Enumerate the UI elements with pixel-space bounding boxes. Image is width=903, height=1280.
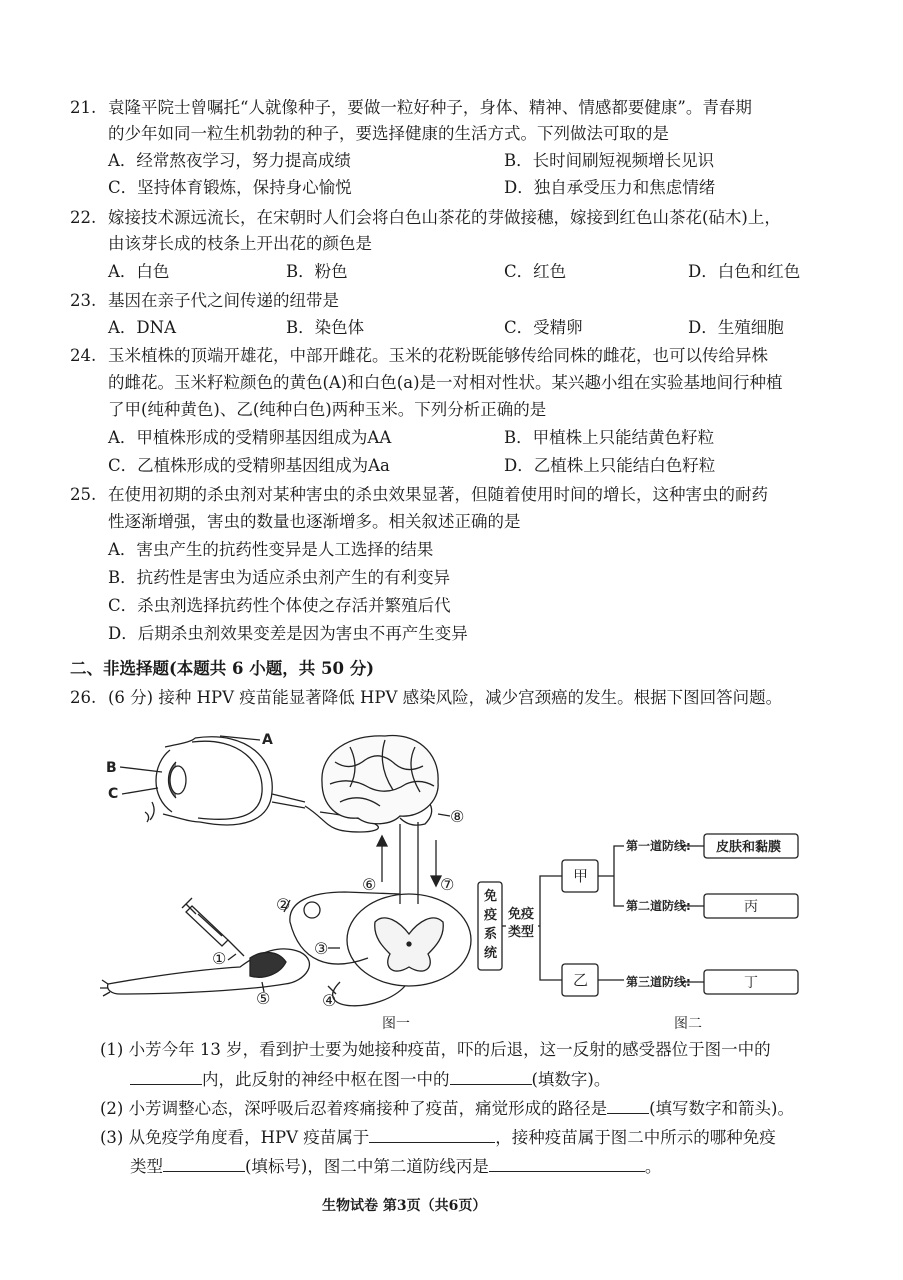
q21-stem-text1: 袁隆平院士曾嘱托“人就像种子，要做一粒好种子，身体、精神、情感都要健康”。青春期 <box>108 98 752 117</box>
fig1-label-c: C <box>108 786 119 802</box>
second-defense-label: 第二道防线: <box>626 899 691 913</box>
q25-stem-text1: 在使用初期的杀虫剂对某种害虫的杀虫效果显著，但随着使用时间的增长，这种害虫的耐药 <box>108 485 768 504</box>
q23-number: 23. <box>70 291 97 310</box>
q23-option-b: B．染色体 <box>286 318 365 337</box>
q26-part3-text3: 类型 <box>130 1157 163 1176</box>
q25-option-c: C．杀虫剂选择抗药性个体使之存活并繁殖后代 <box>108 596 451 615</box>
q26-part1-end: (填数字)。 <box>531 1070 611 1089</box>
system-char-4: 统 <box>484 946 498 961</box>
q21-number: 21. <box>70 98 97 117</box>
fig1-caption: 图一 <box>382 1016 410 1032</box>
q25-option-d: D．后期杀虫剂效果变差是因为害虫不再产生变异 <box>108 624 468 643</box>
fig1-marker-8: ⑧ <box>450 807 465 826</box>
answer-blank-2[interactable] <box>450 1066 532 1085</box>
q25-stem-line2: 性逐渐增强，害虫的数量也逐渐增多。相关叙述正确的是 <box>108 512 521 531</box>
q22-option-a: A．白色 <box>108 262 170 281</box>
q21-stem-line2: 的少年如同一粒生机勃勃的种子，要选择健康的生活方式。下列做法可取的是 <box>108 124 669 143</box>
answer-blank-4[interactable] <box>369 1124 495 1143</box>
q26-part2-text: (2) 小芳调整心态，深呼吸后忍着疼痛接种了疫苗，痛觉形成的路径是 <box>100 1099 608 1118</box>
brain-drawing <box>322 735 438 825</box>
fig1-marker-5: ⑤ <box>256 989 271 1008</box>
answer-blank-3[interactable] <box>607 1095 649 1114</box>
q26-part3-line2 <box>130 1153 661 1179</box>
q24-option-c: C．乙植株形成的受精卵基因组成为Aa <box>108 456 390 475</box>
fig1-marker-2: ② <box>276 895 291 914</box>
q22-option-c: C．红色 <box>504 262 567 281</box>
figure-two-diagram <box>476 830 816 1036</box>
q24-option-a: A．甲植株形成的受精卵基因组成为AA <box>108 428 392 447</box>
label-jia: 甲 <box>573 867 589 885</box>
q24-option-d: D．乙植株上只能结白色籽粒 <box>504 456 716 475</box>
q26-part1-line2 <box>130 1066 610 1092</box>
system-char-3: 系 <box>484 927 498 942</box>
q25-stem-line1 <box>70 483 768 507</box>
figure-one-diagram <box>100 722 475 1034</box>
q24-number: 24. <box>70 346 97 365</box>
third-defense-value: 丁 <box>744 975 758 991</box>
q26-part1-mid: 内，此反射的神经中枢在图一中的 <box>202 1070 450 1089</box>
spinal-cord-section <box>347 894 471 986</box>
fig1-label-a: A <box>262 732 273 748</box>
section-two-heading: 二、非选择题(本题共 6 小题，共 50 分) <box>70 659 375 678</box>
q21-option-d: D．独自承受压力和焦虑情绪 <box>504 178 716 197</box>
third-defense-label: 第三道防线: <box>626 975 691 989</box>
fig1-marker-7: ⑦ <box>440 875 455 894</box>
q23-stem-text1: 基因在亲子代之间传递的纽带是 <box>108 291 339 310</box>
q25-number: 25. <box>70 485 97 504</box>
q26-stem-line <box>70 686 782 710</box>
page-footer: 生物试卷 第3页（共6页） <box>322 1198 487 1214</box>
fig1-label-b: B <box>106 760 117 776</box>
q25-option-a: A．害虫产生的抗药性变异是人工选择的结果 <box>108 540 434 559</box>
q22-stem-text1: 嫁接技术源远流长，在宋朝时人们会将白色山茶花的芽做接穗，嫁接到红色山茶花(砧木)上， <box>108 208 781 227</box>
first-defense-value: 皮肤和黏膜 <box>716 840 782 855</box>
q25-option-b: B．抗药性是害虫为适应杀虫剂产生的有利变异 <box>108 568 451 587</box>
fig1-marker-3: ③ <box>314 939 329 958</box>
q26-part3-text1: (3) 从免疫学角度看，HPV 疫苗属于 <box>100 1128 370 1147</box>
answer-blank-6[interactable] <box>489 1153 645 1172</box>
q26-part3-text2: ，接种疫苗属于图二中所示的哪种免疫 <box>495 1128 776 1147</box>
q22-option-b: B．粉色 <box>286 262 348 281</box>
answer-blank-1[interactable] <box>130 1066 202 1085</box>
q26-number: 26. <box>70 688 97 707</box>
fig2-caption: 图二 <box>674 1016 702 1032</box>
q24-stem-text1: 玉米植株的顶端开雄花，中部开雌花。玉米的花粉既能够传给同株的雌花，也可以传给异株 <box>108 346 768 365</box>
q26-part2-end: (填写数字和箭头)。 <box>649 1099 794 1118</box>
arm-drawing <box>100 949 309 996</box>
q22-option-d: D．白色和红色 <box>688 262 801 281</box>
q26-part3-text4: (填标号)，图二中第二道防线丙是 <box>245 1157 489 1176</box>
q21-option-c: C．坚持体育锻炼，保持身心愉悦 <box>108 178 352 197</box>
q22-stem-line2: 由该芽长成的枝条上开出花的颜色是 <box>108 234 372 253</box>
immune-type-line2: 类型 <box>508 925 535 940</box>
q23-option-a: A．DNA <box>108 318 176 337</box>
first-defense-label: 第一道防线: <box>626 839 691 853</box>
q26-part3-line1 <box>100 1124 776 1150</box>
label-yi: 乙 <box>573 971 589 989</box>
q22-stem-line1 <box>70 206 781 230</box>
q21-stem-line1 <box>70 96 752 120</box>
q24-option-b: B．甲植株上只能结黄色籽粒 <box>504 428 715 447</box>
q26-stem-text: (6 分) 接种 HPV 疫苗能显著降低 HPV 感染风险，减少宫颈癌的发生。根据下图回答问题。 <box>108 688 783 707</box>
q23-stem-line1 <box>70 289 339 313</box>
q26-part1-line1: (1) 小芳今年 13 岁，看到护士要为她接种疫苗，吓的后退，这一反射的感受器位于图一中的 <box>100 1040 771 1059</box>
system-char-2: 疫 <box>484 908 498 923</box>
q21-option-a: A．经常熬夜学习，努力提高成绩 <box>108 151 351 170</box>
q23-option-c: C．受精卵 <box>504 318 583 337</box>
system-char-1: 免 <box>484 889 498 904</box>
eye-drawing <box>145 737 305 825</box>
answer-blank-5[interactable] <box>163 1153 245 1172</box>
fig1-marker-6: ⑥ <box>362 875 377 894</box>
syringe-drawing <box>182 898 244 956</box>
immune-type-line1: 免疫 <box>508 907 535 922</box>
q24-stem-line3: 了甲(纯种黄色)、乙(纯种白色)两种玉米。下列分析正确的是 <box>108 400 547 419</box>
fig1-marker-4: ④ <box>322 991 337 1010</box>
q24-stem-line2: 的雌花。玉米籽粒颜色的黄色(A)和白色(a)是一对相对性状。某兴趣小组在实验基地间行种植 <box>108 373 783 392</box>
q21-option-b: B．长时间刷短视频增长见识 <box>504 151 715 170</box>
second-defense-value: 丙 <box>744 899 758 915</box>
q23-option-d: D．生殖细胞 <box>688 318 784 337</box>
fig1-marker-1: ① <box>212 949 227 968</box>
q26-part3-end: 。 <box>644 1157 662 1176</box>
q26-part2-line <box>100 1095 794 1121</box>
q22-number: 22. <box>70 208 97 227</box>
q24-stem-line1 <box>70 344 768 368</box>
